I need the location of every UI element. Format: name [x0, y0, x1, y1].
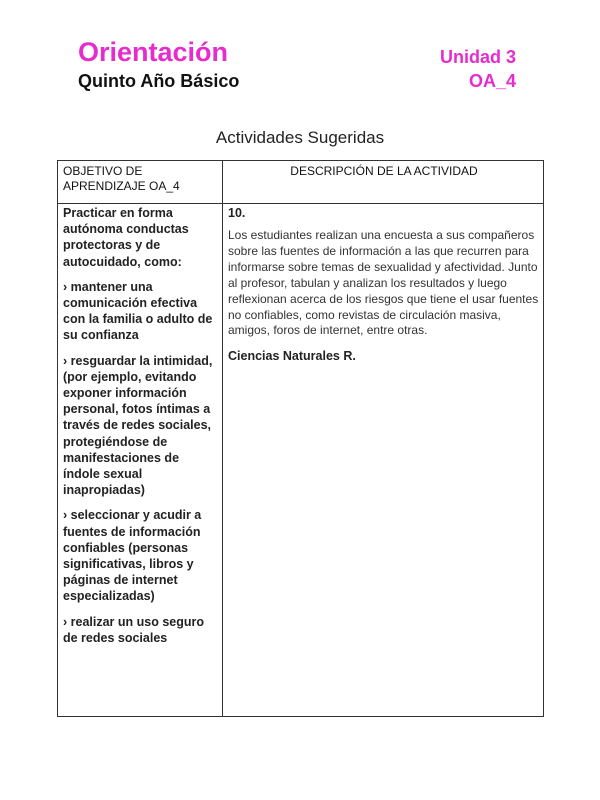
- header-row-divider: [58, 203, 543, 204]
- unit-label: Unidad 3: [439, 47, 516, 67]
- objective-item: › seleccionar y acudir a fuentes de información confiables (personas significativas, libros y páginas de internet especializadas): [63, 508, 202, 604]
- activity-table: [57, 160, 544, 717]
- column-divider: [222, 161, 223, 716]
- objective-column-header: OBJETIVO DE APRENDIZAJE OA_4: [63, 164, 180, 193]
- page-header: [78, 36, 516, 96]
- objective-item: › mantener una comunicación efectiva con la familia o adulto de su confianza: [63, 279, 213, 343]
- grade-label: Quinto Año Básico: [78, 71, 240, 91]
- objectives-cell: [63, 205, 219, 655]
- description-column-header: DESCRIPCIÓN DE LA ACTIVIDAD: [290, 164, 478, 178]
- oa-label: OA_4: [468, 71, 516, 91]
- objective-intro: Practicar en forma autónoma conductas protectoras y de autocuidado, como:: [63, 206, 189, 269]
- section-title: Actividades Sugeridas: [215, 128, 385, 147]
- subject-title: Orientación: [78, 37, 229, 67]
- activity-text: Los estudiantes realizan una encuesta a sus compañeros sobre las fuentes de información a las que recurren para informarse sobre temas de sexualidad y afectividad. Junto al profesor, tabulan y analizan los resultados y luego reflexionan acerca de los riesgos que tiene el usar fuentes no confiables, como revistas de circulación masiva, amigos, foros de internet, entre otras.: [228, 228, 539, 338]
- description-cell: [228, 205, 542, 364]
- objective-item: › resguardar la intimidad, (por ejemplo, evitando exponer información personal, fotos íntimas a través de redes sociales, protegiéndose de manifestaciones de índole sexual inapropiadas): [63, 353, 213, 498]
- subject-connection: Ciencias Naturales R.: [228, 349, 356, 364]
- activity-number: 10.: [228, 206, 246, 220]
- objective-item: › realizar un uso seguro de redes sociales: [63, 614, 205, 645]
